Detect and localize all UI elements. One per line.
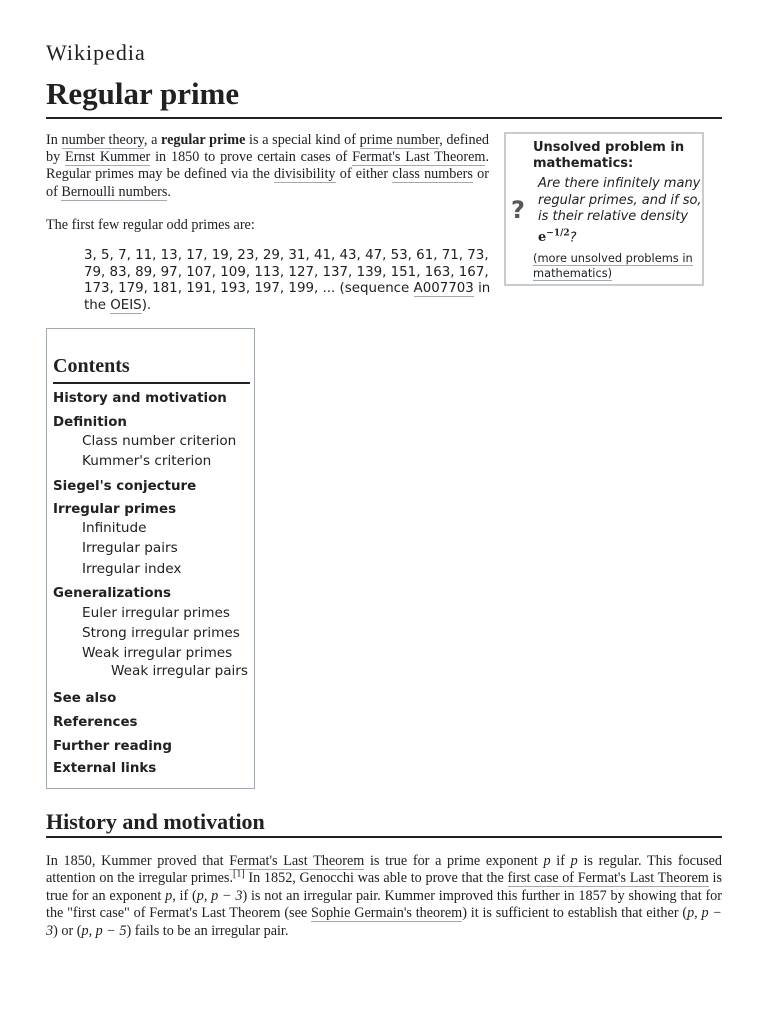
citation-1[interactable]: [1] bbox=[233, 868, 245, 880]
history-text: ) it is sufficient to establish that either ( bbox=[462, 905, 688, 922]
intro-paragraph bbox=[46, 132, 489, 201]
wikipedia-logo[interactable] bbox=[46, 40, 146, 66]
first-few-label: The first few regular odd primes are: bbox=[46, 217, 255, 233]
intro-text: or of bbox=[46, 166, 489, 200]
link-bernoulli-numbers[interactable]: Bernoulli numbers bbox=[61, 183, 168, 200]
question-text: Are there infinitely many regular primes, and if so, is their relative density bbox=[538, 176, 702, 224]
unsolved-problem-box bbox=[504, 132, 704, 286]
toc-divider bbox=[53, 382, 250, 384]
math-pair: p, p − 3 bbox=[46, 905, 723, 939]
history-paragraph bbox=[46, 853, 722, 940]
term-regular-prime: regular prime bbox=[161, 132, 246, 148]
table-of-contents bbox=[46, 328, 255, 789]
toc-title: Contents bbox=[53, 355, 130, 377]
toc-item-irregular-index[interactable]: Irregular index bbox=[82, 561, 182, 577]
history-text: ) is not an irregular pair. Kummer improved this further in 1857 by showing that for the "first case" of Fermat's Last Theorem (see bbox=[46, 887, 722, 922]
toc-item-strong-irregular-primes[interactable]: Strong irregular primes bbox=[82, 625, 240, 641]
history-text: is true for an exponent bbox=[46, 870, 722, 904]
history-text: , if ( bbox=[172, 887, 197, 904]
math-pair: p, p − 5 bbox=[81, 922, 127, 939]
page-title: Regular prime bbox=[46, 76, 240, 111]
primes-text: in the bbox=[84, 281, 491, 314]
link-ernst-kummer[interactable]: Ernst Kummer bbox=[65, 149, 151, 166]
toc-item-weak-irregular-pairs[interactable]: Weak irregular pairs bbox=[111, 663, 248, 679]
toc-item-siegels-conjecture[interactable]: Siegel's conjecture bbox=[53, 479, 197, 494]
toc-item-references[interactable]: References bbox=[53, 715, 138, 730]
link-divisibility[interactable]: divisibility bbox=[274, 166, 336, 183]
link-class-numbers[interactable]: class numbers bbox=[392, 166, 473, 183]
history-text: In 1852, Genocchi was able to prove that the bbox=[244, 870, 508, 887]
intro-text: , defined by bbox=[46, 132, 489, 166]
toc-item-euler-irregular-primes[interactable]: Euler irregular primes bbox=[82, 605, 230, 621]
link-fermats-last-theorem-history[interactable]: Fermat's Last Theorem bbox=[229, 853, 365, 869]
link-number-theory[interactable]: number theory bbox=[61, 132, 144, 148]
toc-item-class-number-criterion[interactable]: Class number criterion bbox=[82, 433, 237, 449]
link-sophie-germains-theorem[interactable]: Sophie Germain's theorem bbox=[310, 905, 463, 922]
math-exponent: −1/2 bbox=[546, 228, 570, 239]
toc-item-see-also[interactable]: See also bbox=[53, 691, 117, 706]
intro-text: in 1850 to prove certain cases of bbox=[150, 149, 353, 166]
section-divider bbox=[46, 836, 722, 838]
history-text: is true for a prime exponent bbox=[364, 853, 544, 869]
link-oeis[interactable]: OEIS bbox=[110, 298, 142, 314]
intro-text: of either bbox=[335, 166, 393, 183]
link-oeis-a007703[interactable]: A007703 bbox=[413, 281, 474, 297]
math-var-p: p bbox=[570, 853, 578, 869]
toc-item-kummers-criterion[interactable]: Kummer's criterion bbox=[82, 453, 212, 469]
history-text: if bbox=[550, 853, 571, 869]
toc-item-history-and-motivation[interactable]: History and motivation bbox=[53, 391, 227, 406]
question-mark-icon: ? bbox=[511, 196, 525, 224]
unsolved-question bbox=[538, 176, 703, 246]
math-base: e bbox=[538, 229, 547, 245]
history-text: ) or ( bbox=[53, 922, 82, 939]
regular-primes-sequence bbox=[84, 248, 494, 315]
link-more-unsolved-problems[interactable]: (more unsolved problems in mathematics) bbox=[533, 251, 693, 280]
math-var-p: p bbox=[165, 887, 173, 904]
link-fermats-last-theorem[interactable]: Fermat's Last Theorem bbox=[352, 149, 486, 166]
toc-item-infinitude[interactable]: Infinitude bbox=[82, 520, 147, 536]
toc-item-generalizations[interactable]: Generalizations bbox=[53, 586, 172, 601]
section-heading-history: History and motivation bbox=[46, 809, 265, 834]
history-text: In 1850, Kummer proved that bbox=[46, 853, 230, 869]
math-var-p: p bbox=[543, 853, 551, 869]
link-first-case-flt[interactable]: first case of Fermat's Last Theorem bbox=[507, 870, 709, 887]
toc-item-further-reading[interactable]: Further reading bbox=[53, 739, 172, 754]
primes-text: ). bbox=[141, 298, 152, 314]
intro-text: . bbox=[167, 183, 171, 200]
wikipedia-logo-text: Wikipedia bbox=[46, 40, 146, 65]
toc-item-external-links[interactable]: External links bbox=[53, 761, 157, 776]
history-text: is regular. This focused attention on the irregular primes. bbox=[46, 853, 722, 887]
intro-text: . Regular primes may be defined via the bbox=[46, 149, 489, 183]
primes-text: 3, 5, 7, 11, 13, 17, 19, 23, 29, 31, 41, 43, 47, 53, 61, 71, 73, 79, 83, 89, 97, 107, 109, 113, 127, 137, 139, 151, 163, 167, 173, 179, 181, 191, 193, 197, 199, ... (sequence bbox=[84, 248, 489, 297]
intro-text: In bbox=[46, 132, 62, 148]
question-text: ? bbox=[569, 229, 577, 245]
toc-item-definition[interactable]: Definition bbox=[53, 415, 127, 430]
intro-text: is a special kind of bbox=[245, 132, 360, 148]
math-e-power bbox=[538, 230, 570, 245]
math-pair: p, p − 3 bbox=[196, 887, 243, 904]
link-prime-number[interactable]: prime number bbox=[359, 132, 440, 148]
title-divider bbox=[46, 117, 722, 119]
toc-item-weak-irregular-primes[interactable]: Weak irregular primes bbox=[82, 645, 233, 661]
intro-text: , a bbox=[143, 132, 162, 148]
toc-item-irregular-primes[interactable]: Irregular primes bbox=[53, 502, 177, 517]
history-text: ) fails to be an irregular pair. bbox=[126, 922, 289, 939]
toc-item-irregular-pairs[interactable]: Irregular pairs bbox=[82, 540, 178, 556]
more-unsolved-link-wrap bbox=[533, 251, 705, 281]
unsolved-heading: Unsolved problem in mathematics: bbox=[533, 140, 685, 171]
